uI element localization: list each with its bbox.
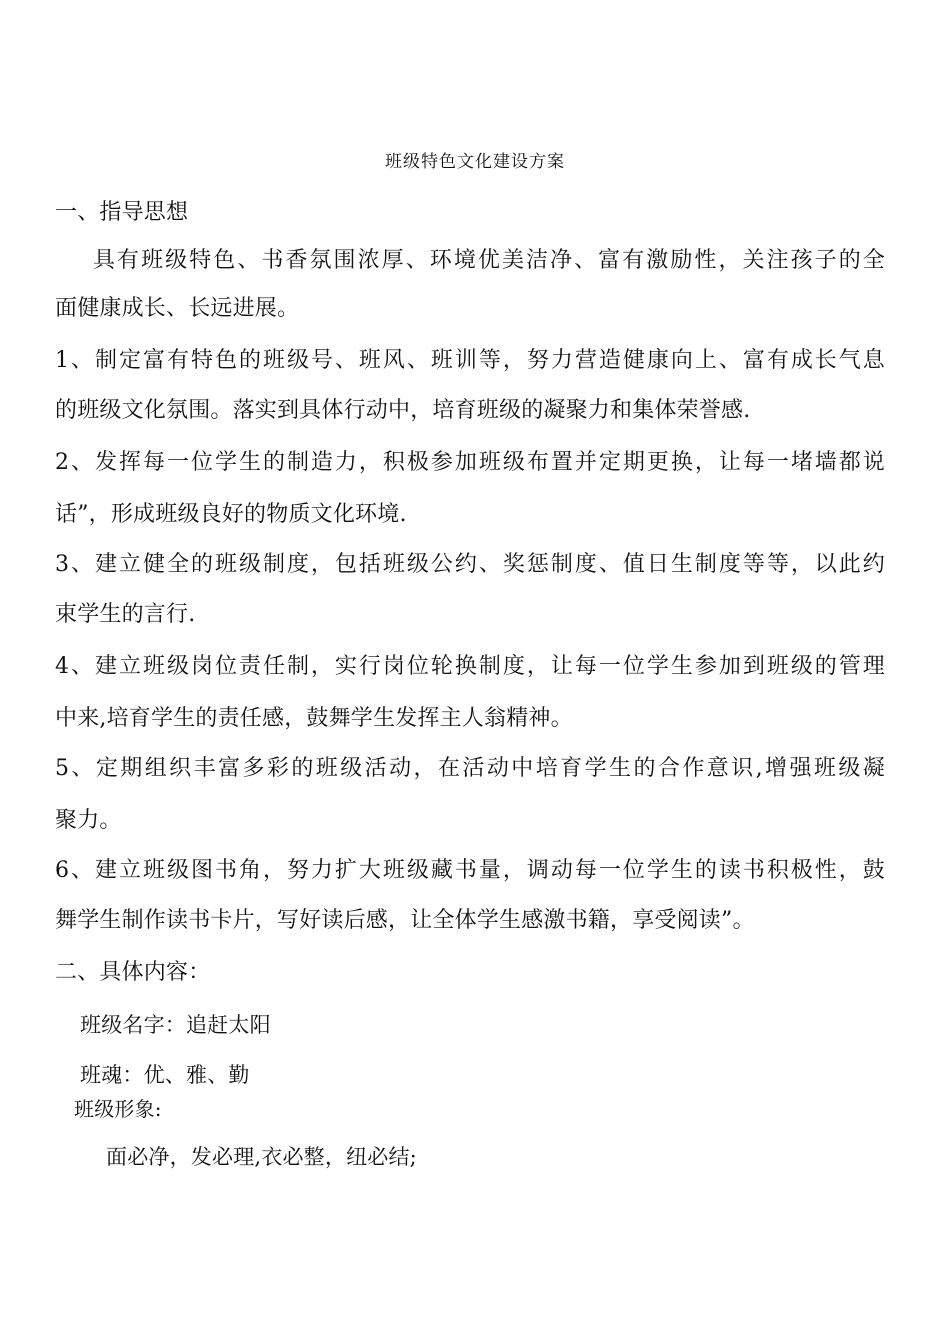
- item-5-line-1: 5、定期组织丰富多彩的班级活动，在活动中培育学生的合作意识,增强班级凝: [55, 756, 885, 781]
- section-heading-guiding-ideology: 一、指导思想: [55, 200, 189, 225]
- document-title: 班级特色文化建设方案: [385, 152, 565, 172]
- item-3-line-1: 3、建立健全的班级制度，包括班级公约、奖惩制度、值日生制度等等，以此约: [55, 552, 885, 577]
- item-3-line-2: 束学生的言行.: [55, 602, 196, 627]
- item-1-line-2: 的班级文化氛围。落实到具体行动中，培育班级的凝聚力和集体荣誉感.: [55, 398, 751, 423]
- class-name-line: 班级名字：追赶太阳: [80, 1013, 271, 1037]
- item-1-line-1: 1、制定富有特色的班级号、班风、班训等，努力营造健康向上、富有成长气息: [55, 348, 885, 373]
- item-2-line-1: 2、发挥每一位学生的制造力，积极参加班级布置并定期更换，让每一堵墙都说: [55, 450, 885, 475]
- item-2-line-2: 话”，形成班级良好的物质文化环境.: [55, 502, 407, 527]
- class-image-label: 班级形象:: [74, 1097, 162, 1121]
- item-4-line-2: 中来,培育学生的责任感，鼓舞学生发挥主人翁精神。: [55, 706, 573, 731]
- intro-line-2: 面健康成长、长远进展。: [55, 296, 300, 321]
- intro-line-1: 具有班级特色、书香氛围浓厚、环境优美洁净、富有激励性，关注孩子的全: [93, 248, 885, 273]
- section-heading-specific-content: 二、具体内容：: [55, 960, 211, 985]
- class-image-line: 面必净，发必理,衣必整，纽必结;: [106, 1145, 417, 1169]
- class-soul-line: 班魂：优、雅、勤: [80, 1063, 250, 1087]
- item-4-line-1: 4、建立班级岗位责任制，实行岗位轮换制度，让每一位学生参加到班级的管理: [55, 654, 885, 679]
- item-5-line-2: 聚力。: [55, 808, 122, 833]
- item-6-line-2: 舞学生制作读书卡片，写好读后感，让全体学生感激书籍，享受阅读”。: [55, 908, 755, 933]
- item-6-line-1: 6、建立班级图书角，努力扩大班级藏书量，调动每一位学生的读书积极性，鼓: [55, 858, 885, 883]
